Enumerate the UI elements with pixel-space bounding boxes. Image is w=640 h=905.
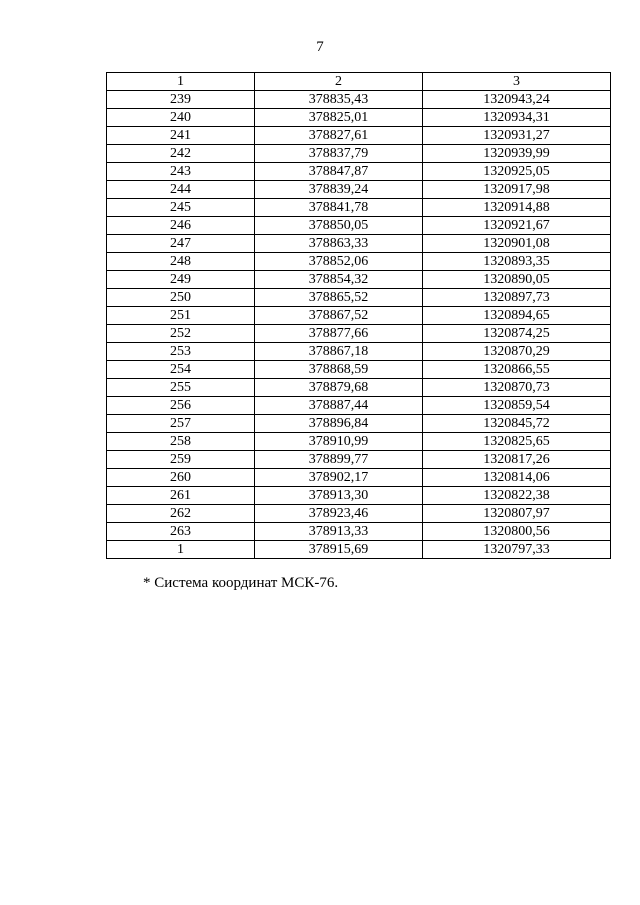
point-number-cell: 260 xyxy=(107,469,255,487)
y-coordinate-cell: 1320800,56 xyxy=(423,523,611,541)
point-number-cell: 246 xyxy=(107,217,255,235)
y-coordinate-cell: 1320917,98 xyxy=(423,181,611,199)
x-coordinate-cell: 378865,52 xyxy=(255,289,423,307)
table-header-row xyxy=(107,73,611,91)
x-coordinate-cell: 378827,61 xyxy=(255,127,423,145)
table-row xyxy=(107,271,611,289)
y-coordinate-cell: 1320845,72 xyxy=(423,415,611,433)
point-number-cell: 247 xyxy=(107,235,255,253)
point-number-cell: 249 xyxy=(107,271,255,289)
y-coordinate-cell: 1320894,65 xyxy=(423,307,611,325)
table-row xyxy=(107,127,611,145)
y-coordinate-cell: 1320943,24 xyxy=(423,91,611,109)
x-coordinate-cell: 378835,43 xyxy=(255,91,423,109)
y-coordinate-cell: 1320939,99 xyxy=(423,145,611,163)
point-number-cell: 255 xyxy=(107,379,255,397)
footnote: * Система координат МСК-76. xyxy=(143,575,339,591)
x-coordinate-cell: 378839,24 xyxy=(255,181,423,199)
point-number-cell: 239 xyxy=(107,91,255,109)
header-cell-x: 2 xyxy=(255,73,423,91)
y-coordinate-cell: 1320890,05 xyxy=(423,271,611,289)
x-coordinate-cell: 378854,32 xyxy=(255,271,423,289)
table-row xyxy=(107,109,611,127)
x-coordinate-cell: 378863,33 xyxy=(255,235,423,253)
header-cell-y: 3 xyxy=(423,73,611,91)
table-row xyxy=(107,343,611,361)
x-coordinate-cell: 378837,79 xyxy=(255,145,423,163)
y-coordinate-cell: 1320866,55 xyxy=(423,361,611,379)
point-number-cell: 253 xyxy=(107,343,255,361)
y-coordinate-cell: 1320931,27 xyxy=(423,127,611,145)
table-row xyxy=(107,289,611,307)
page-number: 7 xyxy=(316,39,324,55)
header-cell-point: 1 xyxy=(107,73,255,91)
point-number-cell: 254 xyxy=(107,361,255,379)
y-coordinate-cell: 1320797,33 xyxy=(423,541,611,559)
y-coordinate-cell: 1320822,38 xyxy=(423,487,611,505)
x-coordinate-cell: 378910,99 xyxy=(255,433,423,451)
point-number-cell: 245 xyxy=(107,199,255,217)
y-coordinate-cell: 1320870,29 xyxy=(423,343,611,361)
y-coordinate-cell: 1320807,97 xyxy=(423,505,611,523)
point-number-cell: 243 xyxy=(107,163,255,181)
table-row xyxy=(107,433,611,451)
table-row xyxy=(107,325,611,343)
y-coordinate-cell: 1320859,54 xyxy=(423,397,611,415)
x-coordinate-cell: 378923,46 xyxy=(255,505,423,523)
x-coordinate-cell: 378847,87 xyxy=(255,163,423,181)
x-coordinate-cell: 378850,05 xyxy=(255,217,423,235)
table-row xyxy=(107,487,611,505)
y-coordinate-cell: 1320897,73 xyxy=(423,289,611,307)
x-coordinate-cell: 378913,33 xyxy=(255,523,423,541)
x-coordinate-cell: 378899,77 xyxy=(255,451,423,469)
table-row xyxy=(107,253,611,271)
x-coordinate-cell: 378877,66 xyxy=(255,325,423,343)
table-row xyxy=(107,505,611,523)
table-row xyxy=(107,145,611,163)
table-row xyxy=(107,361,611,379)
point-number-cell: 261 xyxy=(107,487,255,505)
point-number-cell: 256 xyxy=(107,397,255,415)
table-row xyxy=(107,469,611,487)
table-row xyxy=(107,217,611,235)
y-coordinate-cell: 1320893,35 xyxy=(423,253,611,271)
table-row xyxy=(107,91,611,109)
point-number-cell: 248 xyxy=(107,253,255,271)
x-coordinate-cell: 378879,68 xyxy=(255,379,423,397)
table-row xyxy=(107,199,611,217)
y-coordinate-cell: 1320925,05 xyxy=(423,163,611,181)
point-number-cell: 263 xyxy=(107,523,255,541)
x-coordinate-cell: 378887,44 xyxy=(255,397,423,415)
point-number-cell: 244 xyxy=(107,181,255,199)
coordinates-table xyxy=(106,72,611,559)
table-row xyxy=(107,163,611,181)
y-coordinate-cell: 1320901,08 xyxy=(423,235,611,253)
x-coordinate-cell: 378915,69 xyxy=(255,541,423,559)
x-coordinate-cell: 378867,18 xyxy=(255,343,423,361)
point-number-cell: 259 xyxy=(107,451,255,469)
y-coordinate-cell: 1320921,67 xyxy=(423,217,611,235)
table-row xyxy=(107,379,611,397)
x-coordinate-cell: 378868,59 xyxy=(255,361,423,379)
table-row xyxy=(107,451,611,469)
y-coordinate-cell: 1320934,31 xyxy=(423,109,611,127)
y-coordinate-cell: 1320870,73 xyxy=(423,379,611,397)
point-number-cell: 242 xyxy=(107,145,255,163)
x-coordinate-cell: 378902,17 xyxy=(255,469,423,487)
x-coordinate-cell: 378852,06 xyxy=(255,253,423,271)
point-number-cell: 1 xyxy=(107,541,255,559)
x-coordinate-cell: 378867,52 xyxy=(255,307,423,325)
point-number-cell: 241 xyxy=(107,127,255,145)
y-coordinate-cell: 1320914,88 xyxy=(423,199,611,217)
table-row xyxy=(107,181,611,199)
y-coordinate-cell: 1320817,26 xyxy=(423,451,611,469)
table-row xyxy=(107,541,611,559)
y-coordinate-cell: 1320874,25 xyxy=(423,325,611,343)
y-coordinate-cell: 1320814,06 xyxy=(423,469,611,487)
point-number-cell: 257 xyxy=(107,415,255,433)
point-number-cell: 258 xyxy=(107,433,255,451)
table-row xyxy=(107,415,611,433)
point-number-cell: 240 xyxy=(107,109,255,127)
x-coordinate-cell: 378913,30 xyxy=(255,487,423,505)
table-row xyxy=(107,397,611,415)
y-coordinate-cell: 1320825,65 xyxy=(423,433,611,451)
point-number-cell: 251 xyxy=(107,307,255,325)
table-body xyxy=(107,91,611,559)
table-row xyxy=(107,307,611,325)
table-row xyxy=(107,523,611,541)
x-coordinate-cell: 378896,84 xyxy=(255,415,423,433)
point-number-cell: 262 xyxy=(107,505,255,523)
x-coordinate-cell: 378841,78 xyxy=(255,199,423,217)
x-coordinate-cell: 378825,01 xyxy=(255,109,423,127)
point-number-cell: 252 xyxy=(107,325,255,343)
point-number-cell: 250 xyxy=(107,289,255,307)
table-row xyxy=(107,235,611,253)
